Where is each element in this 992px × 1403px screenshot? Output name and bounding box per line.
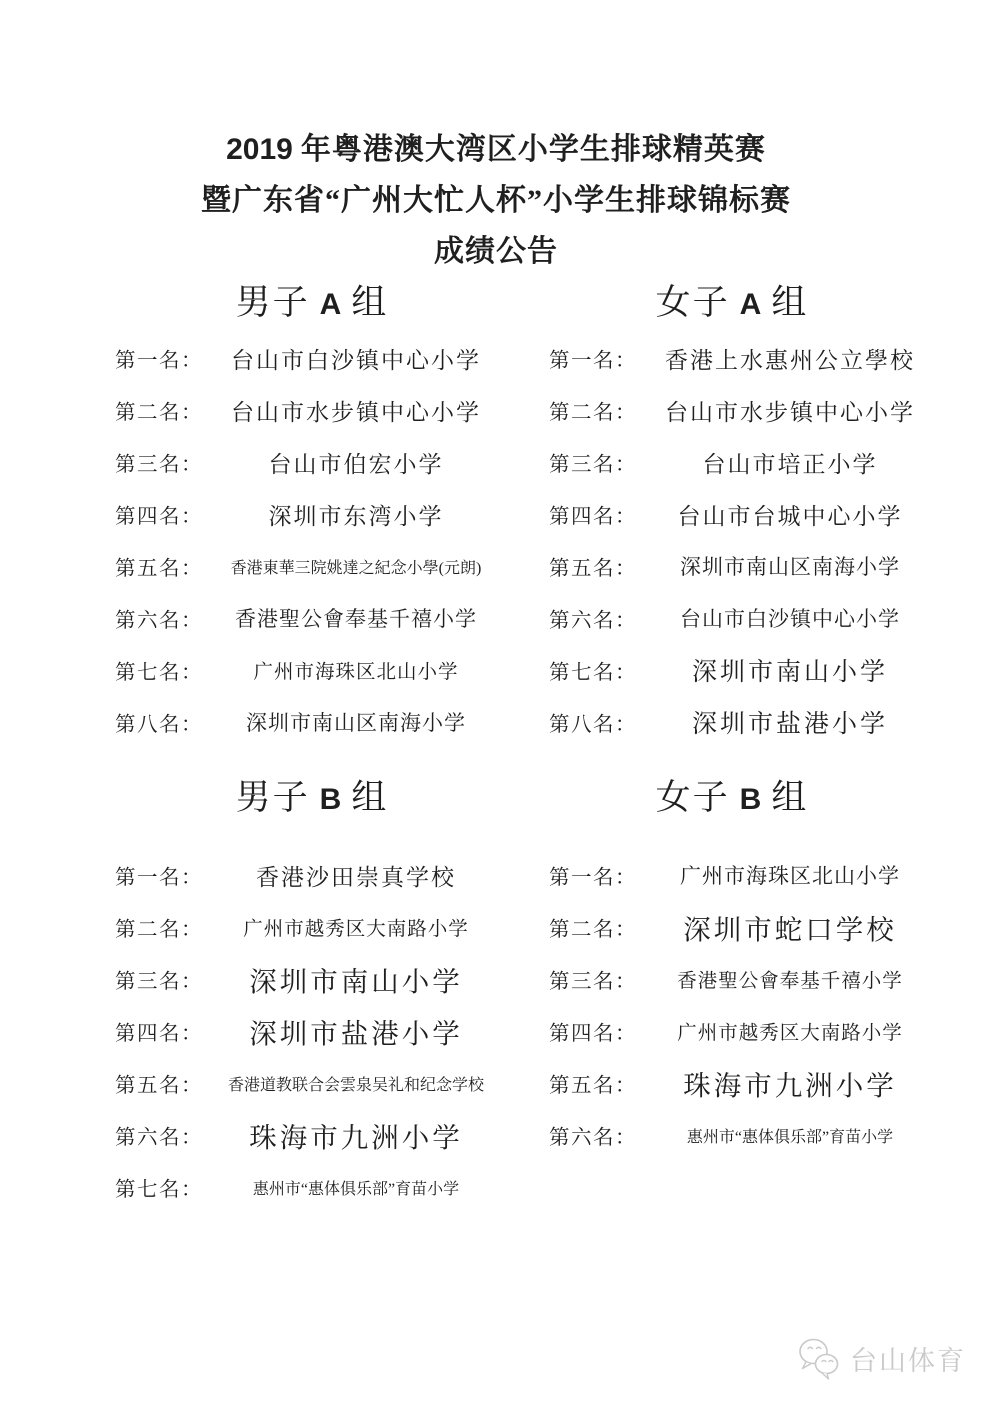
watermark (796, 1335, 966, 1381)
rank-label: 第七名： (549, 662, 637, 684)
result-row (549, 488, 975, 540)
result-row (549, 384, 975, 436)
group-rows-women-a (549, 332, 975, 748)
group-name: 女子 (655, 778, 730, 817)
school-name: 台山市水步镇中心小学 (231, 399, 481, 425)
school-name: 深圳市南山区南海小学 (680, 555, 900, 579)
group-header-women-b (519, 775, 945, 821)
rank-label: 第五名： (115, 1075, 203, 1097)
school-name: 惠州市“惠体俱乐部”育苗小学 (686, 1128, 894, 1146)
result-row (115, 849, 541, 901)
school-name: 香港上水惠州公立學校 (665, 347, 915, 373)
group-header-men-b (99, 775, 525, 821)
school-name: 香港聖公會奉基千禧小学 (235, 607, 477, 631)
result-row (115, 1161, 541, 1213)
result-row (115, 332, 541, 384)
group-women-b (549, 775, 975, 1213)
groups-band-a (115, 280, 975, 748)
rank-label: 第三名： (115, 971, 203, 993)
group-rows-men-b (115, 849, 541, 1213)
result-row (115, 436, 541, 488)
school-name: 惠州市“惠体俱乐部”育苗小学 (252, 1180, 460, 1198)
school-name: 香港聖公會奉基千禧小学 (677, 971, 903, 992)
watermark-text: 台山体育 (850, 1345, 966, 1376)
rank-label: 第一名： (549, 350, 637, 372)
group-suffix: 组 (771, 778, 809, 817)
group-letter: B (739, 783, 762, 816)
school-name: 广州市越秀区大南路小学 (677, 1023, 903, 1044)
rank-label: 第二名： (115, 919, 203, 941)
group-women-a (549, 280, 975, 748)
school-name: 广州市越秀区大南路小学 (243, 919, 469, 940)
rank-label: 第七名： (115, 1179, 203, 1201)
rank-label: 第五名： (115, 558, 203, 580)
result-row (115, 696, 541, 748)
rank-label: 第六名： (549, 610, 637, 632)
rank-label: 第二名： (115, 402, 203, 424)
rank-label: 第三名： (115, 454, 203, 476)
school-name: 深圳市东湾小学 (268, 503, 444, 529)
school-name: 台山市伯宏小学 (268, 451, 444, 477)
rank-label: 第五名： (549, 558, 637, 580)
school-name: 珠海市九洲小学 (683, 1070, 897, 1101)
group-suffix: 组 (351, 283, 389, 322)
result-row (115, 488, 541, 540)
school-name: 香港東華三院姚達之紀念小學(元朗) (230, 559, 482, 577)
group-men-a (115, 280, 541, 748)
group-name: 男子 (235, 778, 310, 817)
rank-label: 第四名： (115, 506, 203, 528)
group-suffix: 组 (771, 283, 809, 322)
result-row (549, 436, 975, 488)
groups-band-b (115, 775, 975, 1213)
title-line-3: 成绩公告 (434, 235, 558, 268)
result-row (549, 849, 975, 901)
group-name: 男子 (235, 283, 310, 322)
school-name: 深圳市盐港小学 (691, 711, 888, 738)
group-rows-men-a (115, 332, 541, 748)
group-header-women-a (519, 280, 945, 326)
school-name: 台山市水步镇中心小学 (665, 399, 915, 425)
rank-label: 第一名： (115, 867, 203, 889)
school-name: 珠海市九洲小学 (249, 1122, 463, 1153)
rank-label: 第一名： (115, 350, 203, 372)
group-letter: A (739, 288, 762, 321)
title-line-2: 暨广东省“广州大忙人杯”小学生排球锦标赛 (201, 184, 791, 217)
result-row (549, 696, 975, 748)
result-row (549, 1109, 975, 1161)
school-name: 香港道教联合会雲泉吴礼和纪念学校 (227, 1076, 484, 1094)
rank-label: 第八名： (549, 714, 637, 736)
school-name: 深圳市盐港小学 (249, 1018, 463, 1049)
rank-label: 第二名： (549, 402, 637, 424)
school-name: 深圳市蛇口学校 (683, 914, 897, 945)
result-row (115, 592, 541, 644)
rank-label: 第六名： (549, 1127, 637, 1149)
group-men-b (115, 775, 541, 1213)
result-row (549, 901, 975, 953)
title-year: 2019 (226, 133, 293, 166)
rank-label: 第二名： (549, 919, 637, 941)
result-row (115, 384, 541, 436)
rank-label: 第八名： (115, 714, 203, 736)
rank-label: 第四名： (115, 1023, 203, 1045)
school-name: 台山市培正小学 (702, 451, 878, 477)
wechat-icon (796, 1335, 842, 1381)
school-name: 香港沙田崇真学校 (256, 864, 456, 890)
result-row (549, 332, 975, 384)
school-name: 台山市白沙镇中心小学 (231, 347, 481, 373)
result-row (549, 592, 975, 644)
result-row (115, 1109, 541, 1161)
school-name: 广州市海珠区北山小学 (253, 662, 459, 683)
document-title (0, 124, 992, 277)
result-row (115, 953, 541, 1005)
title-line-1-text: 年粤港澳大湾区小学生排球精英赛 (300, 133, 766, 166)
group-name: 女子 (655, 283, 730, 322)
rank-label: 第五名： (549, 1075, 637, 1097)
group-rows-women-b (549, 849, 975, 1161)
rank-label: 第一名： (549, 867, 637, 889)
group-letter: A (319, 288, 342, 321)
rank-label: 第三名： (549, 454, 637, 476)
rank-label: 第三名： (549, 971, 637, 993)
result-row (549, 540, 975, 592)
group-header-men-a (99, 280, 525, 326)
rank-label: 第七名： (115, 662, 203, 684)
result-row (115, 1005, 541, 1057)
result-row (115, 540, 541, 592)
rank-label: 第四名： (549, 506, 637, 528)
title-line-1 (0, 124, 992, 175)
rank-label: 第四名： (549, 1023, 637, 1045)
result-row (115, 1057, 541, 1109)
school-name: 广州市海珠区北山小学 (680, 864, 900, 888)
result-row (549, 953, 975, 1005)
school-name: 台山市白沙镇中心小学 (680, 607, 900, 631)
result-row (115, 901, 541, 953)
group-suffix: 组 (351, 778, 389, 817)
result-row (549, 1005, 975, 1057)
result-row (549, 1057, 975, 1109)
result-row (549, 644, 975, 696)
school-name: 深圳市南山区南海小学 (246, 711, 466, 735)
school-name: 台山市台城中心小学 (677, 503, 903, 529)
group-letter: B (319, 783, 342, 816)
rank-label: 第六名： (115, 610, 203, 632)
school-name: 深圳市南山小学 (249, 966, 463, 997)
rank-label: 第六名： (115, 1127, 203, 1149)
result-row (115, 644, 541, 696)
school-name: 深圳市南山小学 (691, 659, 888, 686)
